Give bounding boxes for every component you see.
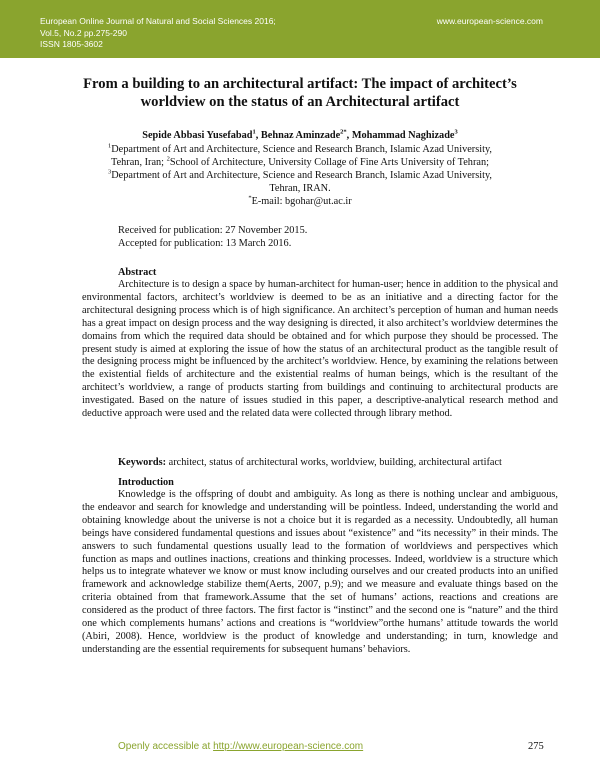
affiliation-line (90, 143, 510, 156)
journal-info (40, 16, 276, 51)
affiliation-line: Tehran, IRAN. (269, 183, 331, 194)
footer-access (118, 741, 363, 752)
contact-email (90, 195, 510, 208)
footer-prefix: Openly accessible at (118, 741, 214, 752)
affil-text: Tehran, Iran; (111, 157, 167, 168)
journal-website[interactable]: www.european-science.com (436, 16, 543, 26)
author-2-affil: 2* (340, 128, 347, 136)
affil-marker: 2 (166, 155, 170, 163)
author-separator: , (346, 130, 352, 141)
introduction-paragraph: Knowledge is the offspring of doubt and ambiguity. As long as there is nothing unclear and ambiguous, the endeavor and search for knowledge and understanding will be pointless. Indeed, understanding the world and obtaining knowledge about the universe is not a choice but it is regarded as a necessity. Undoubtedly, all human beings have considered fundamental questions and issues about “existence” and “its necessity” in their minds. The answers to such fundamental questions usually lead to the formation of worldviews and perspectives which function as maps and outlines inactions, creations and thinking processes. Indeed, worldview is a structure which helps us to integrate whatever we know or must know including ourselves and our created products into an unified framework and acknowledge stabilize them(Aerts, 2007, p.9); and we measure and evaluate things based on the criteria obtained from that framework.Assume that the set of humans’ actions, reactions and creations are considered as the product of three factors. The first factor is “instinct” and the second one is “nature” and the third one which complements humans’ actions and creations is “worldview”orthe humans’ attitude towards the world (Abiri, 2008). Hence, worldview is the product of knowledge and understanding; in turn, knowledge and understanding are the essential requirements for subsequent humans’ behaviors. (82, 489, 558, 655)
introduction-heading: Introduction (118, 477, 174, 488)
title-line-1: From a building to an architectural artifact: The impact of architect’s (83, 76, 517, 92)
author-2: Behnaz Aminzade (260, 130, 341, 141)
journal-name: European Online Journal of Natural and Social Sciences 2016; (40, 16, 276, 26)
keywords (118, 457, 502, 468)
affiliation-line (90, 156, 510, 169)
abstract-heading: Abstract (118, 267, 157, 278)
author-1-affil: 1 (252, 128, 256, 136)
author-separator: , (255, 130, 261, 141)
title-line-2: worldview on the status of an Architectural artifact (140, 93, 460, 110)
publication-dates (118, 224, 307, 250)
received-date: Received for publication: 27 November 2015. (118, 225, 308, 236)
page-number: 275 (528, 741, 544, 752)
journal-header-band (0, 0, 600, 58)
author-list (60, 130, 540, 141)
affil-marker: 3 (108, 168, 112, 176)
corresponding-marker: * (248, 194, 252, 202)
email-text: E-mail: bgohar@ut.ac.ir (251, 196, 352, 207)
affil-text: Department of Art and Architecture, Science and Research Branch, Islamic Azad University, (111, 170, 492, 181)
affil-text: Department of Art and Architecture, Science and Research Branch, Islamic Azad University, (111, 144, 492, 155)
affil-marker: 1 (108, 142, 112, 150)
keywords-text: architect, status of architectural works, worldview, building, architectural artifact (166, 457, 502, 468)
author-1: Sepide Abbasi Yusefabad (142, 130, 253, 141)
abstract-paragraph: Architecture is to design a space by human-architect for human-user; hence in addition to the physical and environmental factors, architect’s worldview is deemed to be as an initiative and a directing factor for the architectural designing process which is of high significance. An architect’s perception of human and human needs has a great impact on design process and the way designing is directed, it also architect’s worldview determines the domains from which the required data should be obtained and for which purpose they should be processed. The present study is aimed at exploring the issue of how the status of an architectural product as the tangible result of the designing process might be influenced by the architect’s worldview. Hence, by examining the relations between the existential fields of architecture and the existential realms of human beings, which is the resultant of the architect’s worldview, a range of products starting from buildings and continuing to architectural products are investigated. Based on the nature of issues studied in this paper, a descriptive-analytical research method and deductive approach were used and the related data were collected through library method. (82, 279, 558, 420)
author-3: Mohammad Naghizade (351, 130, 455, 141)
journal-volume: Vol.5, No.2 pp.275-290 (40, 27, 127, 38)
accepted-date: Accepted for publication: 13 March 2016. (118, 238, 292, 249)
paper-title (60, 76, 540, 111)
keywords-label: Keywords: (118, 457, 167, 468)
author-3-affil: 3 (454, 128, 458, 136)
footer-url-link[interactable]: http://www.european-science.com (213, 741, 364, 752)
journal-issn: ISSN 1805-3602 (40, 39, 103, 49)
affil-text: School of Architecture, University Collage of Fine Arts University of Tehran; (169, 157, 489, 168)
affiliation-line (90, 169, 510, 182)
affiliations (90, 143, 510, 208)
